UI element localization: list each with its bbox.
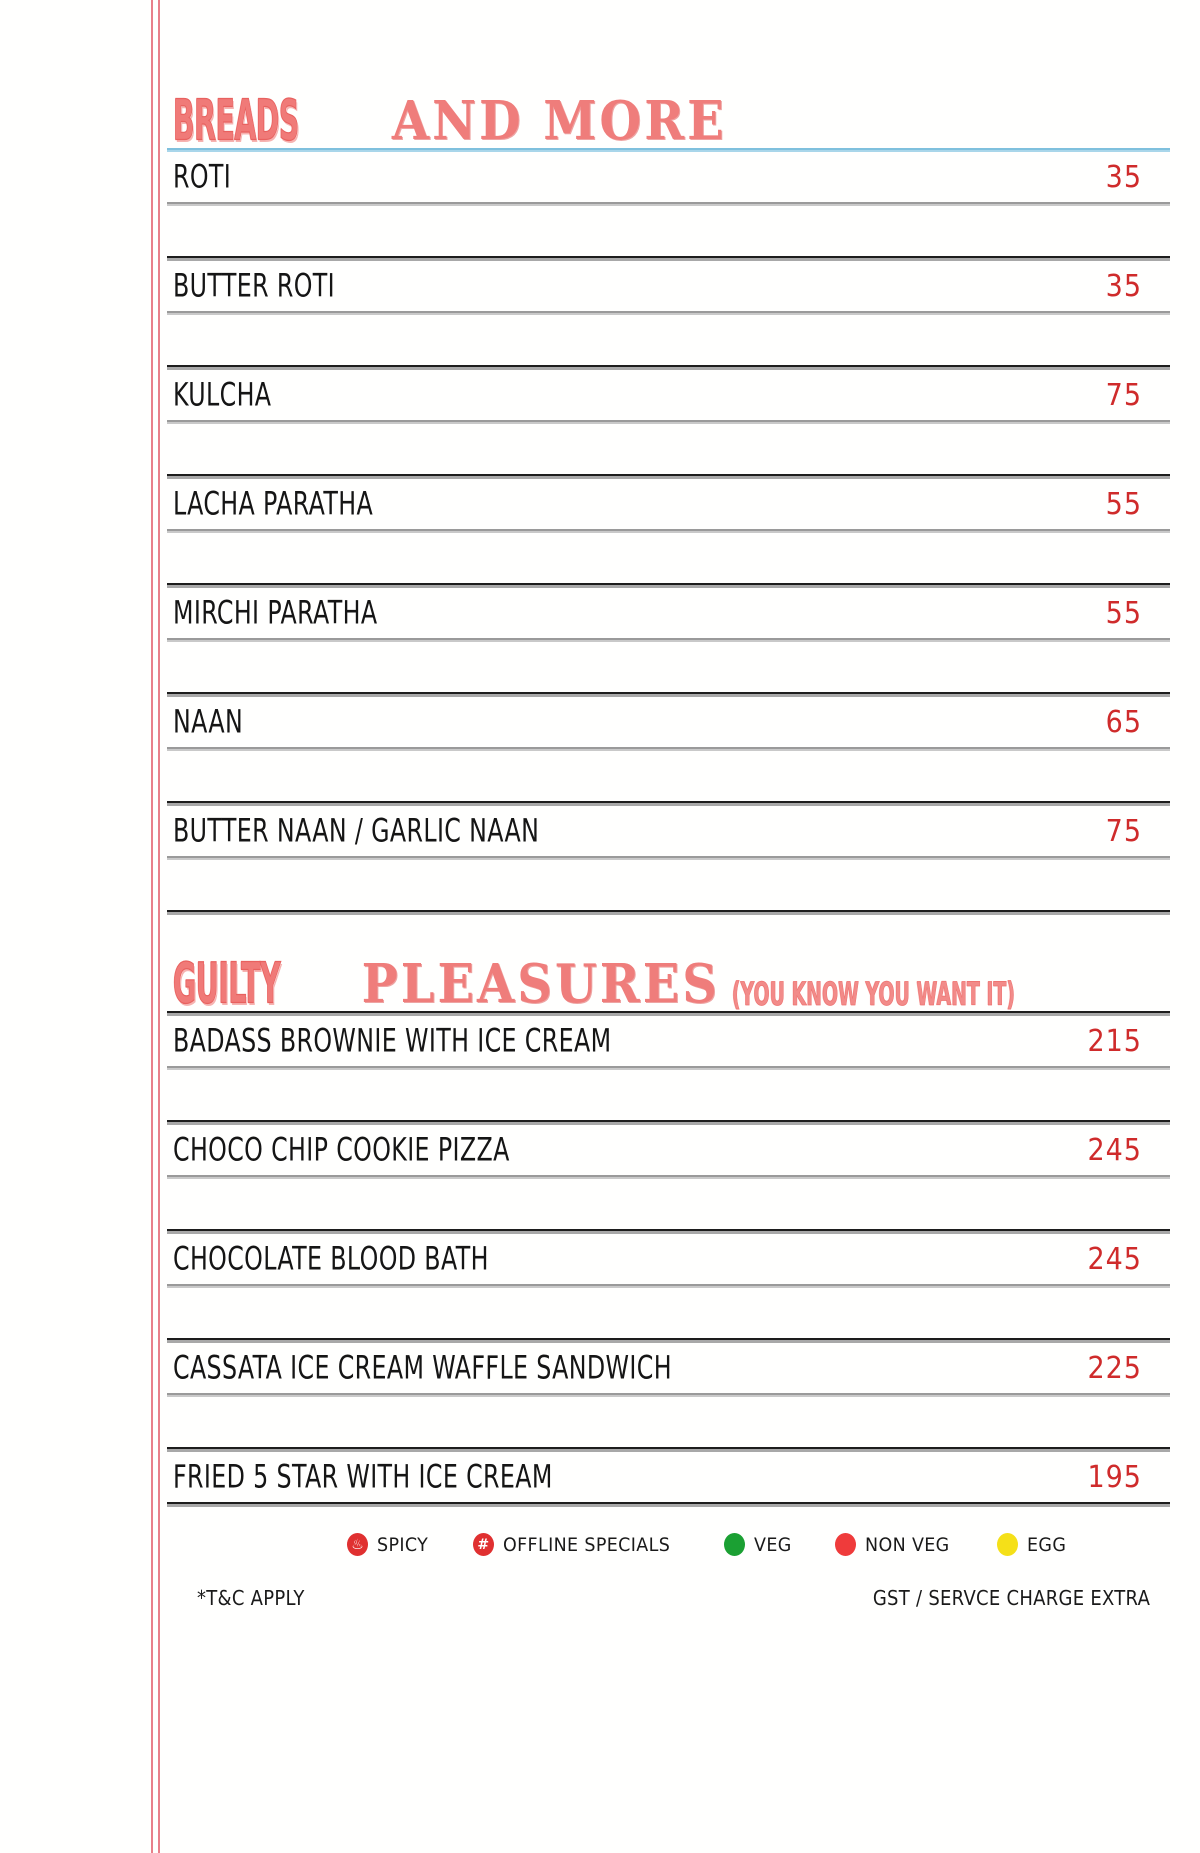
legend-label: EGG — [1027, 1533, 1067, 1556]
menu-item-row[interactable] — [167, 370, 1170, 420]
divider — [167, 1502, 1170, 1507]
row-spacer — [167, 1070, 1170, 1120]
menu-item-name: ROTI — [173, 158, 232, 196]
menu-item-row[interactable] — [167, 1234, 1170, 1284]
menu-item-price: 35 — [1105, 268, 1142, 304]
legend-label: OFFLINE SPECIALS — [502, 1533, 670, 1556]
menu-item-price: 55 — [1105, 486, 1142, 522]
menu-item-row[interactable] — [167, 479, 1170, 529]
section-title-note: (YOU KNOW YOU WANT IT) — [731, 976, 1016, 1011]
legend-label: NON VEG — [865, 1533, 950, 1556]
margin-rule-left-outer — [151, 0, 153, 1853]
menu-content — [167, 0, 1170, 1853]
menu-item-name: FRIED 5 STAR WITH ICE CREAM — [173, 1458, 553, 1496]
row-spacer — [167, 533, 1170, 583]
menu-item-name: LACHA PARATHA — [173, 485, 374, 523]
hash-icon: # — [473, 1533, 494, 1556]
menu-item-price: 245 — [1087, 1241, 1142, 1277]
row-spacer — [167, 206, 1170, 256]
spicy-flame-icon: ♨ — [347, 1533, 368, 1556]
legend-item-egg — [997, 1533, 1070, 1556]
row-spacer — [167, 1179, 1170, 1229]
menu-item-name: KULCHA — [173, 376, 272, 414]
menu-item-price: 215 — [1087, 1023, 1142, 1059]
menu-item-name: MIRCHI PARATHA — [173, 594, 378, 632]
menu-item-row[interactable] — [167, 1125, 1170, 1175]
menu-item-name: CHOCOLATE BLOOD BATH — [173, 1240, 489, 1278]
menu-item-row[interactable] — [167, 1452, 1170, 1502]
legend-label: SPICY — [377, 1533, 429, 1556]
menu-item-row[interactable] — [167, 806, 1170, 856]
row-spacer — [167, 315, 1170, 365]
non-veg-dot-icon — [835, 1533, 856, 1556]
section-title-word1: GUILTY — [173, 950, 281, 1011]
menu-item-name: BADASS BROWNIE WITH ICE CREAM — [173, 1022, 612, 1060]
menu-item-name: NAAN — [173, 703, 244, 741]
section-title-word2: AND MORE — [391, 90, 727, 148]
section-title-word1: BREADS — [173, 87, 299, 148]
footer — [167, 1586, 1170, 1610]
menu-item-price: 225 — [1087, 1350, 1142, 1386]
menu-item-price: 245 — [1087, 1132, 1142, 1168]
menu-item-price: 65 — [1105, 704, 1142, 740]
menu-item-row[interactable] — [167, 261, 1170, 311]
legend-label: VEG — [754, 1533, 793, 1556]
margin-rule-left-inner — [158, 0, 160, 1853]
egg-dot-icon — [997, 1533, 1018, 1556]
menu-item-price: 75 — [1105, 813, 1142, 849]
tax-note: GST / SERVCE CHARGE EXTRA — [872, 1586, 1150, 1610]
row-spacer — [167, 642, 1170, 692]
section-title-word2: PLEASURES — [361, 953, 720, 1011]
menu-item-price: 35 — [1105, 159, 1142, 195]
menu-item-price: 55 — [1105, 595, 1142, 631]
legend-item-offline-specials — [473, 1533, 685, 1556]
menu-item-price: 195 — [1087, 1459, 1142, 1495]
menu-item-row[interactable] — [167, 1016, 1170, 1066]
menu-item-price: 75 — [1105, 377, 1142, 413]
menu-item-row[interactable] — [167, 588, 1170, 638]
menu-item-row[interactable] — [167, 1343, 1170, 1393]
legend-item-veg — [724, 1533, 795, 1556]
legend-item-non-veg — [835, 1533, 957, 1556]
row-spacer — [167, 1288, 1170, 1338]
row-spacer — [167, 751, 1170, 801]
menu-item-row[interactable] — [167, 697, 1170, 747]
section-header-guilty-pleasures — [167, 915, 1170, 1011]
menu-item-name: BUTTER ROTI — [173, 267, 335, 305]
menu-item-name: CHOCO CHIP COOKIE PIZZA — [173, 1131, 510, 1169]
legend — [167, 1533, 1170, 1556]
menu-item-name: BUTTER NAAN / GARLIC NAAN — [173, 812, 540, 850]
menu-item-name: CASSATA ICE CREAM WAFFLE SANDWICH — [173, 1349, 672, 1387]
legend-item-spicy — [347, 1533, 433, 1556]
section-header-breads — [167, 0, 1170, 148]
row-spacer — [167, 424, 1170, 474]
row-spacer — [167, 860, 1170, 910]
row-spacer — [167, 1397, 1170, 1447]
menu-item-row[interactable] — [167, 152, 1170, 202]
veg-dot-icon — [724, 1533, 745, 1556]
terms-note: *T&C APPLY — [197, 1586, 305, 1610]
